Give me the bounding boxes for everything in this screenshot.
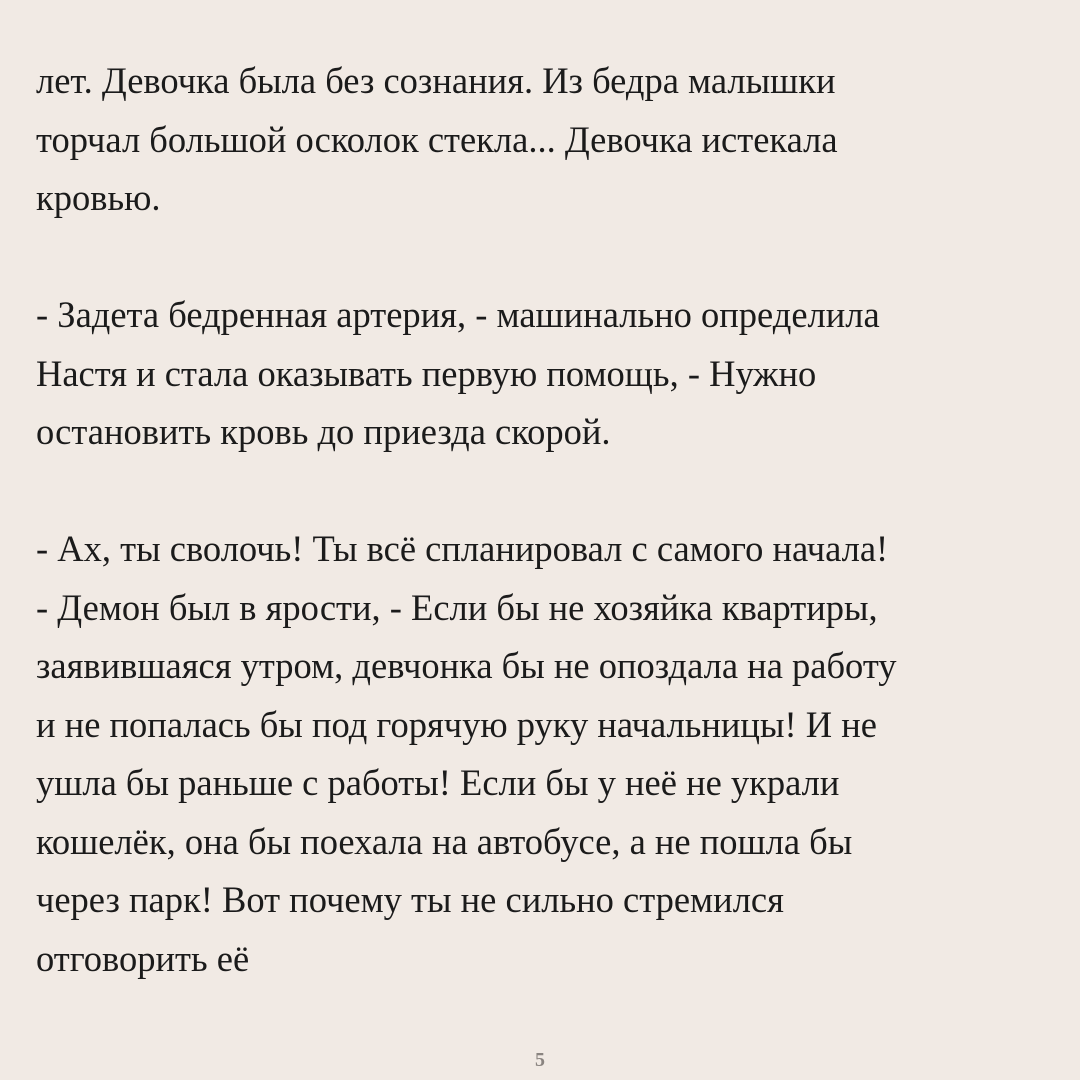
paragraph [36, 520, 1056, 988]
text-line: торчал большой осколок стекла... Девочка истекала [36, 118, 838, 160]
paragraph-gap [36, 228, 1056, 287]
text-line: - Ах, ты сволочь! Ты всё спланировал с самого начала! [36, 528, 889, 569]
text-line: - Задета бедренная артерия, - машинально определила [36, 294, 880, 335]
text-line: остановить кровь до приезда скорой. [36, 411, 611, 452]
text-line: и не попалась бы под горячую руку начальницы! И не [36, 703, 877, 745]
text-line: ушла бы раньше с работы! Если бы у неё не украли [36, 762, 840, 803]
body-text [36, 52, 1056, 988]
text-line: кошелёк, она бы поехала на автобусе, а не пошла бы [36, 820, 853, 862]
page-number: 5 [535, 1049, 545, 1071]
paragraph-gap [36, 462, 1056, 521]
text-line: отговорить её [36, 937, 250, 979]
paragraph [36, 52, 1056, 228]
paragraph [36, 286, 1056, 462]
text-line: через парк! Вот почему ты не сильно стремился [36, 879, 784, 920]
text-line: - Демон был в ярости, - Если бы не хозяйка квартиры, [36, 586, 878, 628]
text-line: кровью. [36, 177, 161, 218]
text-line: Настя и стала оказывать первую помощь, - Нужно [36, 352, 817, 394]
text-line: лет. Девочка была без сознания. Из бедра малышки [36, 60, 836, 101]
text-line: заявившаяся утром, девчонка бы не опоздала на работу [36, 645, 897, 686]
